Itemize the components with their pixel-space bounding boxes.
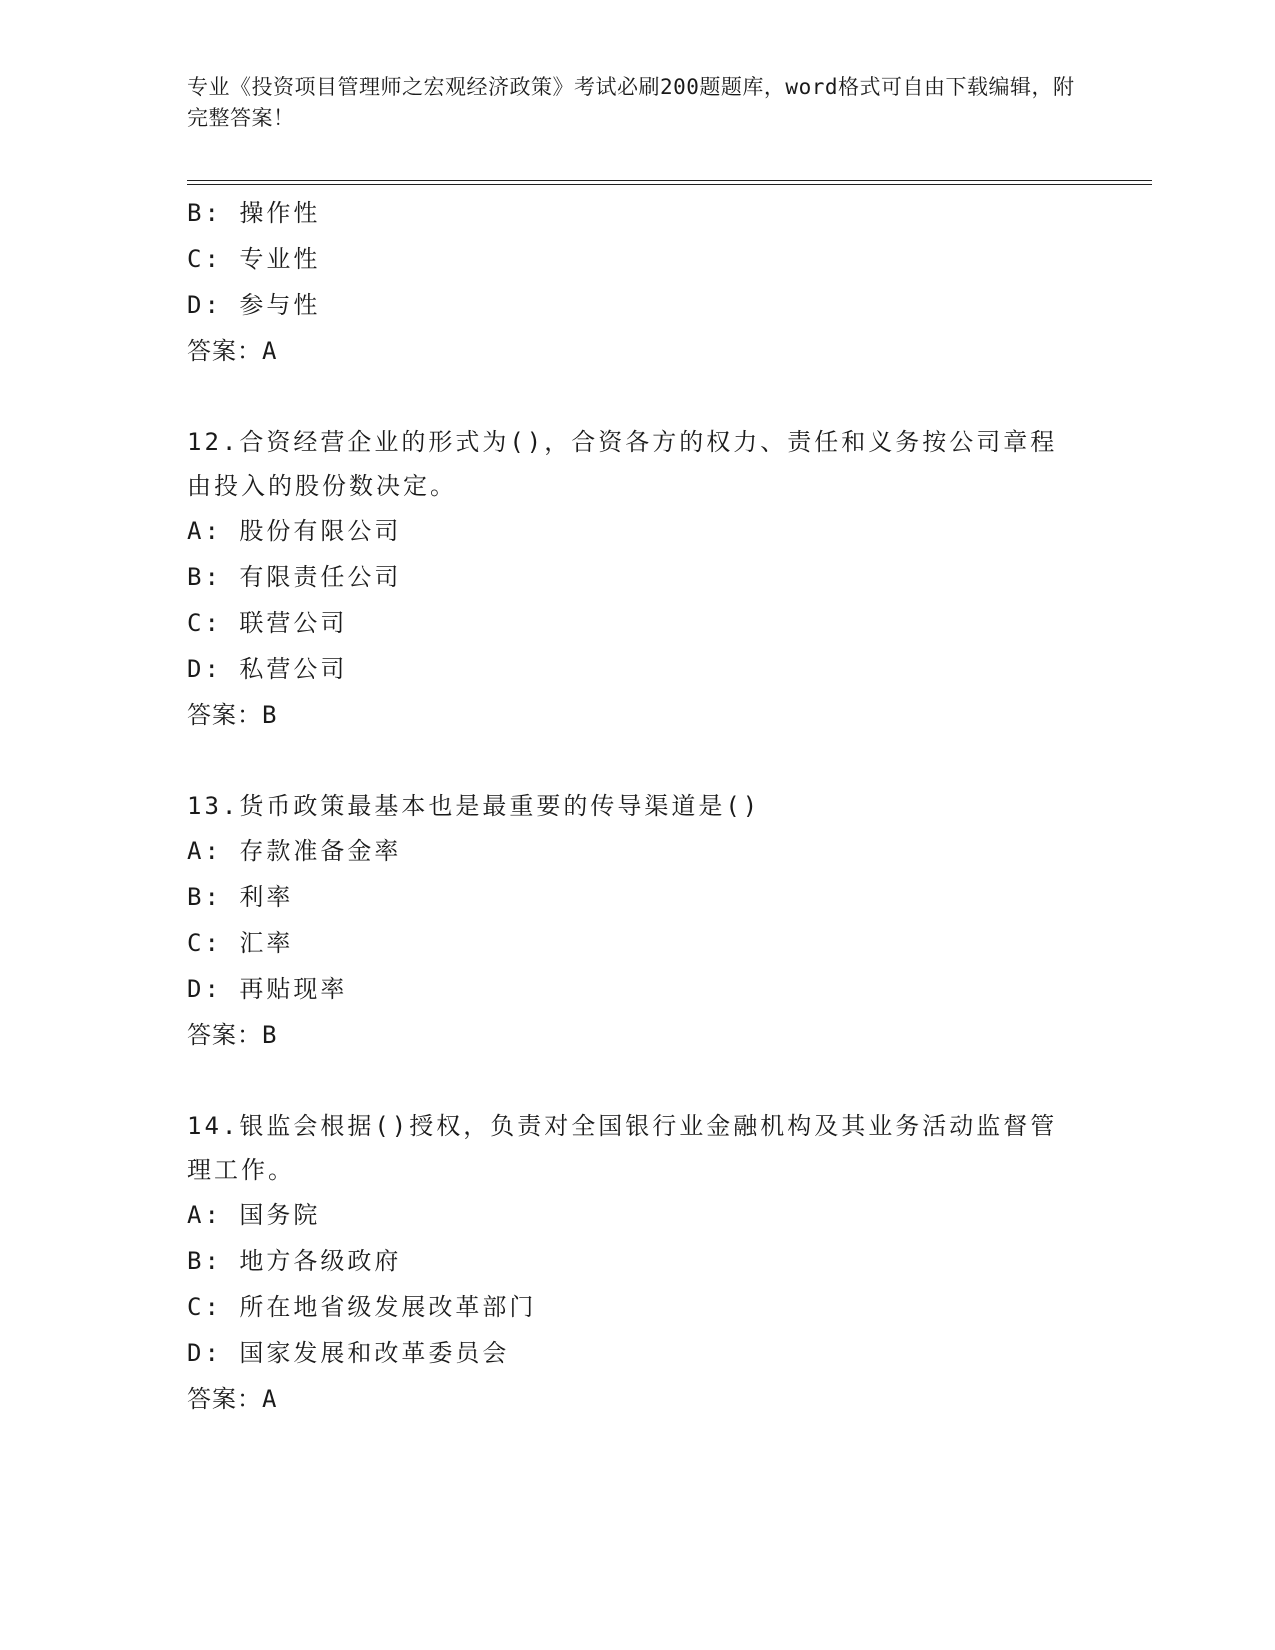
option-b: B: 地方各级政府 (187, 1247, 402, 1275)
spacer (187, 1058, 1087, 1104)
option-c: C: 所在地省级发展改革部门 (187, 1293, 537, 1321)
question-text: 14.银监会根据()授权，负责对全国银行业金融机构及其业务活动监督管理工作。 (187, 1112, 1058, 1184)
option-b: B: 操作性 (187, 199, 321, 227)
option-b: B: 利率 (187, 883, 294, 911)
option-c: C: 专业性 (187, 245, 321, 273)
question-11-continued (187, 190, 1087, 374)
option-a: A: 存款准备金率 (187, 837, 402, 865)
answer: 答案：A (187, 1385, 278, 1413)
header-rule-top (187, 180, 1152, 181)
option-c: C: 联营公司 (187, 609, 348, 637)
option-d: D: 私营公司 (187, 655, 348, 683)
option-d: D: 参与性 (187, 291, 321, 319)
question-14 (187, 1104, 1087, 1422)
page-header: 专业《投资项目管理师之宏观经济政策》考试必刷200题题库，word格式可自由下载编辑，附完整答案！ (187, 75, 1075, 130)
question-text: 13.货币政策最基本也是最重要的传导渠道是() (187, 792, 761, 820)
answer: 答案：A (187, 337, 278, 365)
option-a: A: 股份有限公司 (187, 517, 402, 545)
question-12 (187, 420, 1087, 738)
option-d: D: 再贴现率 (187, 975, 348, 1003)
option-a: A: 国务院 (187, 1201, 321, 1229)
question-list (187, 190, 1087, 1422)
answer: 答案：B (187, 1021, 278, 1049)
spacer (187, 738, 1087, 784)
header-rule-bottom (187, 184, 1152, 185)
answer: 答案：B (187, 701, 278, 729)
question-text: 12.合资经营企业的形式为()，合资各方的权力、责任和义务按公司章程由投入的股份数决定。 (187, 428, 1058, 500)
option-b: B: 有限责任公司 (187, 563, 402, 591)
option-c: C: 汇率 (187, 929, 294, 957)
option-d: D: 国家发展和改革委员会 (187, 1339, 510, 1367)
spacer (187, 374, 1087, 420)
question-13 (187, 784, 1087, 1058)
